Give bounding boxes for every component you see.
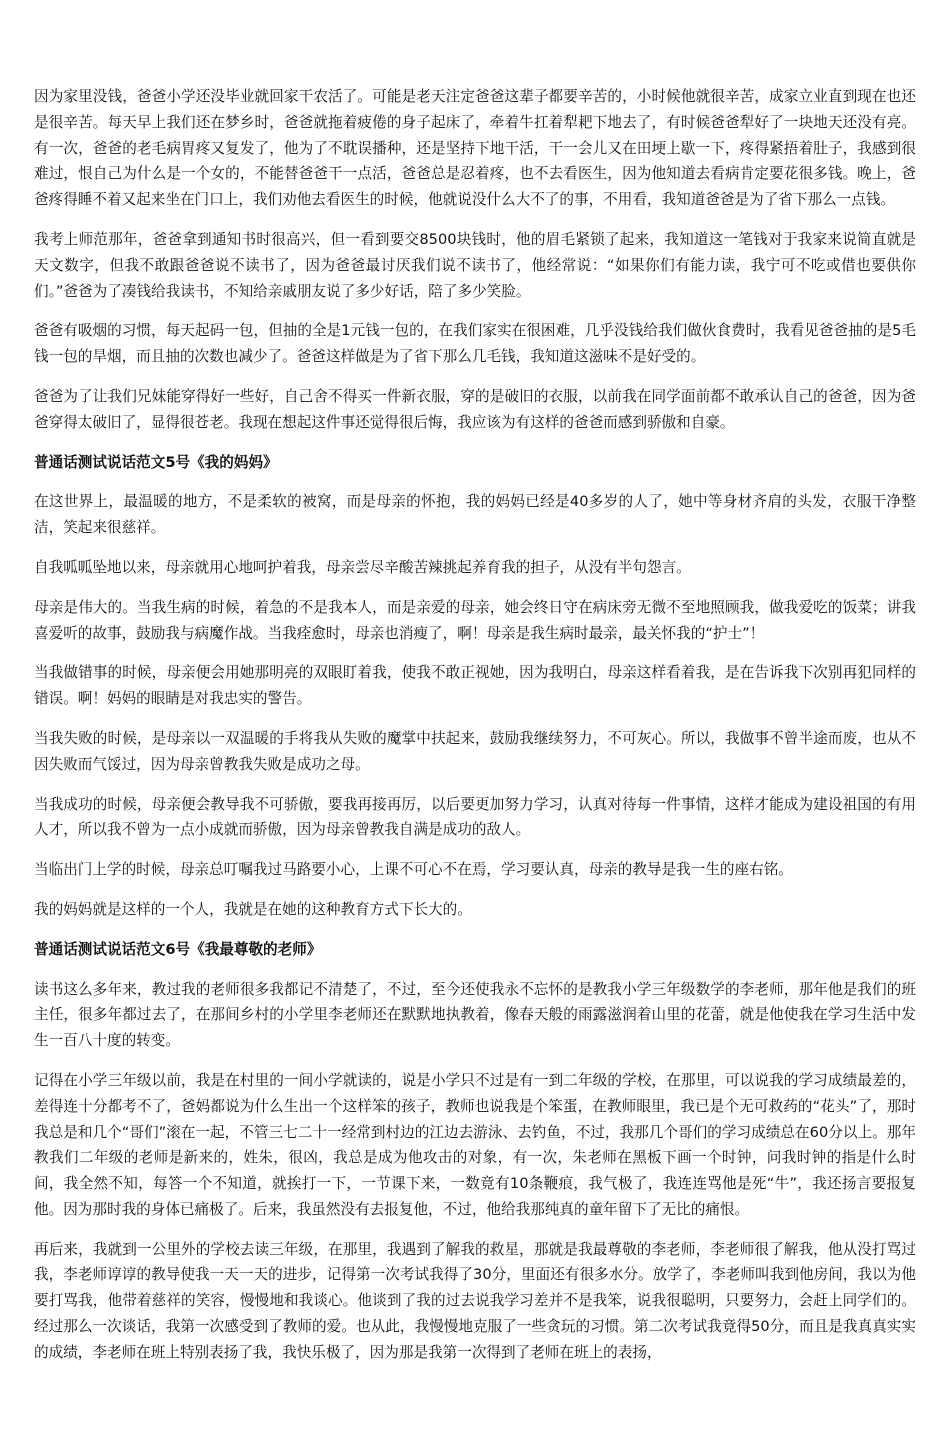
paragraph-mother-1: 在这世界上，最温暖的地方，不是柔软的被窝，而是母亲的怀抱，我的妈妈已经是40多岁的人了，她中等身材齐肩的头发，衣服干净整洁，笑起来很慈祥。 (34, 493, 916, 537)
paragraph-father-3: 爸爸有吸烟的习惯，每天起码一包，但抽的全是1元钱一包的，在我们家实在很困难，几乎没钱给我们做伙食费时，我看见爸爸抽的是5毛钱一包的旱烟，而且抽的次数也减少了。爸爸这样做是为了省下那么几毛钱，我知道这滋味不是好受的。 (34, 322, 916, 366)
paragraph-mother-6: 当我成功的时候，母亲便会教导我不可骄傲，要我再接再厉，以后要更加努力学习，认真对待每一件事情，这样才能成为建设祖国的有用人才，所以我不曾为一点小成就而骄傲，因为母亲曾教我自满是成功的敌人。 (34, 795, 916, 839)
paragraph-mother-2: 自我呱呱坠地以来，母亲就用心地呵护着我，母亲尝尽辛酸苦辣挑起养育我的担子，从没有半句怨言。 (34, 558, 691, 576)
paragraph-teacher-2: 记得在小学三年级以前，我是在村里的一间小学就读的，说是小学只不过是有一到二年级的学校，在那里，可以说我的学习成绩最差的，差得连十分都考不了，爸妈都说为什么生出一个这样笨的孩子，教师也说我是个笨蛋，在教师眼里，我已是个无可救药的“花头”了，那时我总是和几个“哥们”滚在一起，不管三七二十一经常到村边的江边去游泳、去钓鱼，不过，我那几个哥们的学习成绩总在60分以上。那年教我们二年级的老师是新来的，姓朱，很凶，我总是成为他攻击的对象，有一次，朱老师在黑板下画一个时钟，问我时钟的指是什么时间，我全然不知，每答一个不知道，就挨打一下，一节课下来，一数竟有10条鞭痕，我气极了，我连连骂他是死“牛”，我还扬言要报复他。因为那时我的身体已痛极了。后来，我虽然没有去报复他，不过，他给我那纯真的童年留下了无比的痛恨。 (34, 1071, 916, 1218)
document-page (34, 84, 916, 1380)
paragraph-father-2: 我考上师范那年，爸爸拿到通知书时很高兴，但一看到要交8500块钱时，他的眉毛紧锁了起来，我知道这一笔钱对于我家来说简直就是天文数字，但我不敢跟爸爸说不读书了，因为爸爸最讨厌我们说不读书了，他经常说：“如果你们有能力读，我宁可不吃或借也要供你们。”爸爸为了凑钱给我读书，不知给亲戚朋友说了多少好话，陪了多少笑脸。 (34, 230, 916, 300)
paragraph-mother-5: 当我失败的时候，是母亲以一双温暖的手将我从失败的魔掌中扶起来，鼓励我继续努力，不可灰心。所以，我做事不曾半途而废，也从不因失败而气馁过，因为母亲曾教我失败是成功之母。 (34, 729, 916, 773)
section-heading-6: 普通话测试说话范文6号《我最尊敬的老师》 (34, 940, 322, 958)
paragraph-mother-8: 我的妈妈就是这样的一个人，我就是在她的这种教育方式下长大的。 (34, 900, 472, 918)
paragraph-teacher-1: 读书这么多年来，教过我的老师很多我都记不清楚了，不过，至今还使我永不忘怀的是教我小学三年级数学的李老师，那年他是我们的班主任，很多年都过去了，在那间乡村的小学里李老师还在默默地执教着，像春天般的雨露滋润着山里的花蕾，就是他使我在学习生活中发生一百八十度的转变。 (34, 980, 916, 1050)
paragraph-father-1: 因为家里没钱，爸爸小学还没毕业就回家干农活了。可能是老天注定爸爸这辈子都要辛苦的，小时候他就很辛苦，成家立业直到现在也还是很辛苦。每天早上我们还在梦乡时，爸爸就拖着疲倦的身子起床了，牵着牛扛着犁耙下地去了，有时候爸爸犁好了一块地天还没有亮。有一次，爸爸的老毛病胃疼又复发了，他为了不耽误播种，还是坚持下地干活，干一会儿又在田埂上歇一下，疼得紧捂着肚子，我感到很难过，恨自己为什么是一个女的，不能替爸爸干一点活，爸爸总是忍着疼，也不去看医生，因为他知道去看病肯定要花很多钱。晚上，爸爸疼得睡不着又起来坐在门口上，我们劝他去看医生的时候，他就说没什么大不了的事，不用看，我知道爸爸是为了省下那么一点钱。 (34, 88, 916, 209)
paragraph-mother-7: 当临出门上学的时候，母亲总叮嘱我过马路要小心，上课不可心不在焉，学习要认真，母亲的教导是我一生的座右铭。 (34, 861, 793, 879)
paragraph-mother-3: 母亲是伟大的。当我生病的时候，着急的不是我本人，而是亲爱的母亲，她会终日守在病床旁无微不至地照顾我，做我爱吃的饭菜；讲我喜爱听的故事，鼓励我与病魔作战。当我痊愈时，母亲也消瘦了，啊！母亲是我生病时最亲，最关怀我的“护士”！ (34, 598, 916, 642)
paragraph-mother-4: 当我做错事的时候，母亲便会用她那明亮的双眼盯着我，使我不敢正视她，因为我明白，母亲这样看着我，是在告诉我下次别再犯同样的错误。啊！妈妈的眼睛是对我忠实的警告。 (34, 664, 916, 708)
paragraph-teacher-3: 再后来，我就到一公里外的学校去读三年级，在那里，我遇到了解我的救星，那就是我最尊敬的李老师，李老师很了解我，他从没打骂过我，李老师谆谆的教导使我一天一天的进步，记得第一次考试我得了30分，里面还有很多水分。放学了，李老师叫我到他房间，我以为他要打骂我，他带着慈祥的笑容，慢慢地和我谈心。他谈到了我的过去说我学习差并不是我笨，说我很聪明，只要努力，会赶上同学们的。经过那么一次谈话，我第一次感受到了教师的爱。也从此，我慢慢地克服了一些贪玩的习惯。第二次考试我竟得50分，而且是我真真实实的成绩，李老师在班上特别表扬了我，我快乐极了，因为那是我第一次得到了老师在班上的表扬， (34, 1240, 916, 1361)
section-heading-5: 普通话测试说话范文5号《我的妈妈》 (34, 453, 278, 471)
paragraph-father-4: 爸爸为了让我们兄妹能穿得好一些好，自己舍不得买一件新衣服，穿的是破旧的衣服，以前我在同学面前都不敢承认自己的爸爸，因为爸爸穿得太破旧了，显得很苍老。我现在想起这件事还觉得很后悔，我应该为有这样的爸爸而感到骄傲和自豪。 (34, 387, 916, 431)
